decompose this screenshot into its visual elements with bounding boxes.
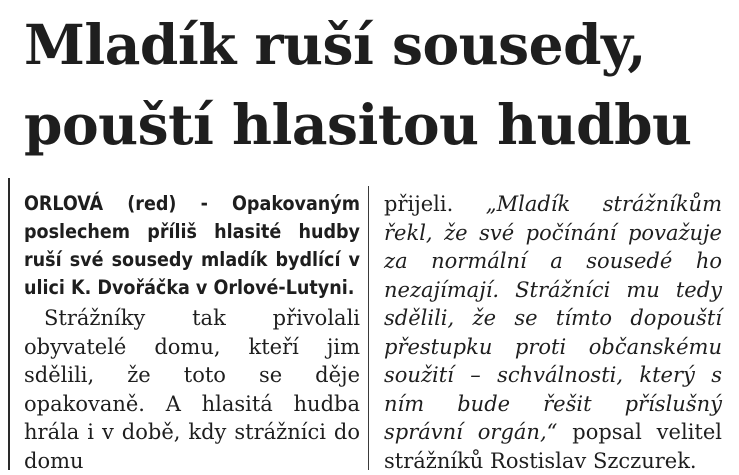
headline-line-1: Mladík ruší sousedy,: [24, 12, 646, 77]
police-quote: „Mladík strážníkům řekl, že své počínání považuje za normální a sousedé ho nezajímají. Strážníci mu tedy sdělili, že se tímto dopouští přestupku proti občanskému soužití – schválnosti, který s ním bude řešit příslušný správní orgán,“: [384, 192, 722, 444]
body-right-start: přijeli.: [384, 192, 454, 216]
body-left-text: Strážníky tak přivolali obyvatelé domu, kteří jim sdělili, že toto se děje opakovaně. A hlasitá hudba hrála i v době, kdy strážníci do domu: [24, 306, 360, 473]
headline-line-2: pouští hlasitou hudbu: [24, 92, 692, 157]
column-divider: [368, 186, 369, 470]
article-body-continuation: [384, 190, 722, 475]
article-lead: ORLOVÁ (red) - Opakovaným poslechem příliš hlasité hudby ruší své sousedy mladík bydlící v ulici K. Dvořáčka v Orlové-Lutyni.: [24, 192, 360, 299]
article-column-left: [24, 190, 360, 475]
article-column-right: [384, 190, 722, 475]
body-right-end: popsal velitel strážníků Rostislav Szczurek.: [384, 420, 722, 473]
left-column-rule: [8, 178, 10, 470]
article-body-paragraph: [24, 304, 360, 475]
